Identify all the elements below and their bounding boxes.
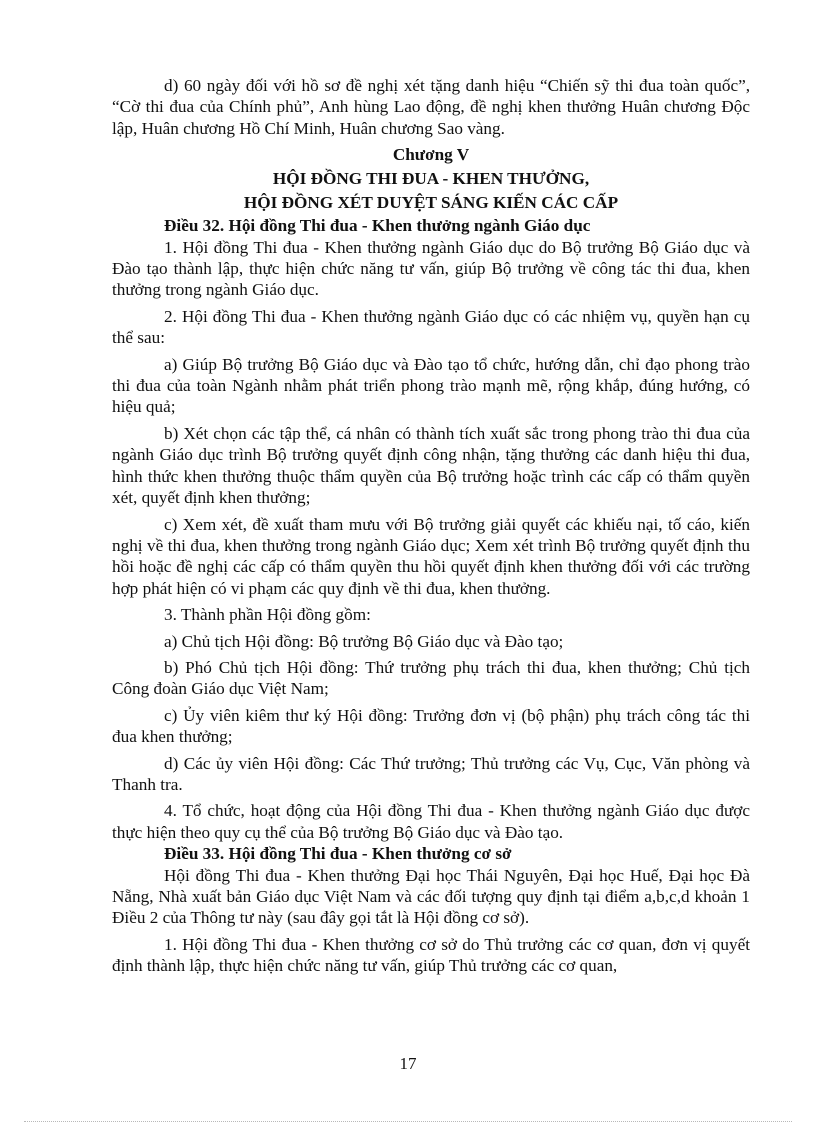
article-32-clause-3a: a) Chủ tịch Hội đồng: Bộ trưởng Bộ Giáo dục và Đào tạo; bbox=[164, 631, 564, 651]
article-33-preamble: Hội đồng Thi đua - Khen thưởng Đại học Thái Nguyên, Đại học Huế, Đại học Đà Nẵng, Nhà xuất bản Giáo dục Việt Nam và các đối tượng quy định tại điểm a,b,c,d khoản 1 Điều 2 của Thông tư này (sau đây gọi tắt là Hội đồng cơ sở). bbox=[112, 865, 750, 928]
article-32-clause-3c: c) Ủy viên kiêm thư ký Hội đồng: Trưởng đơn vị (bộ phận) phụ trách công tác thi đua khen thưởng; bbox=[112, 705, 750, 747]
article-32-heading: Điều 32. Hội đồng Thi đua - Khen thưởng ngành Giáo dục bbox=[164, 216, 591, 236]
article-32-clause-4: 4. Tổ chức, hoạt động của Hội đồng Thi đua - Khen thưởng ngành Giáo dục được thực hiện theo quy cụ thể của Bộ trưởng Bộ Giáo dục và Đào tạo. bbox=[112, 801, 750, 842]
page-number: 17 bbox=[399, 1054, 417, 1073]
article-32-clause-2a: a) Giúp Bộ trưởng Bộ Giáo dục và Đào tạo tổ chức, hướng dẫn, chỉ đạo phong trào thi đua của toàn Ngành nhằm phát triển phong trào mạnh mẽ, rộng khắp, đúng hướng, có hiệu quả; bbox=[112, 354, 750, 417]
intro-paragraph: d) 60 ngày đối với hồ sơ đề nghị xét tặng danh hiệu “Chiến sỹ thi đua toàn quốc”, “Cờ thi đua của Chính phủ”, Anh hùng Lao động, đề nghị khen thưởng Huân chương Độc lập, Huân chương Hồ Chí Minh, Huân chương Sao vàng. bbox=[112, 76, 750, 138]
chapter-number: Chương V bbox=[392, 145, 470, 165]
page-bottom-divider bbox=[24, 1121, 792, 1122]
article-32-clause-3b: b) Phó Chủ tịch Hội đồng: Thứ trưởng phụ trách thi đua, khen thưởng; Chủ tịch Công đoàn Giáo dục Việt Nam; bbox=[112, 657, 750, 699]
article-32-clause-3d: d) Các ủy viên Hội đồng: Các Thứ trưởng; Thủ trưởng các Vụ, Cục, Văn phòng và Thanh tra. bbox=[112, 753, 750, 794]
chapter-title-line-2: HỘI ĐỒNG XÉT DUYỆT SÁNG KIẾN CÁC CẤP bbox=[243, 193, 619, 213]
chapter-title-line-1: HỘI ĐỒNG THI ĐUA - KHEN THƯỞNG, bbox=[272, 169, 590, 189]
article-33-heading: Điều 33. Hội đồng Thi đua - Khen thưởng cơ sở bbox=[164, 844, 512, 864]
article-32-clause-3: 3. Thành phần Hội đồng gồm: bbox=[164, 605, 371, 625]
article-32-clause-2c: c) Xem xét, đề xuất tham mưu với Bộ trưởng giải quyết các khiếu nại, tố cáo, kiến nghị về thi đua, khen thưởng trong ngành Giáo dục; Xem xét trình Bộ trưởng quyết định thu hồi hoặc đề nghị các cấp có thẩm quyền thu hồi quyết định khen thưởng đối với các trường hợp phát hiện có vi phạm các quy định về thi đua, khen thưởng. bbox=[112, 514, 750, 598]
article-32-clause-1: 1. Hội đồng Thi đua - Khen thưởng ngành Giáo dục do Bộ trưởng Bộ Giáo dục và Đào tạo thành lập, thực hiện chức năng tư vấn, giúp Bộ trưởng về công tác thi đua, khen thưởng trong ngành Giáo dục. bbox=[112, 237, 750, 300]
article-33-clause-1: 1. Hội đồng Thi đua - Khen thưởng cơ sở do Thủ trưởng các cơ quan, đơn vị quyết định thành lập, thực hiện chức năng tư vấn, giúp Thủ trưởng các cơ quan, bbox=[112, 934, 750, 976]
article-32-clause-2: 2. Hội đồng Thi đua - Khen thưởng ngành Giáo dục có các nhiệm vụ, quyền hạn cụ thể sau: bbox=[112, 306, 750, 348]
article-32-clause-2b: b) Xét chọn các tập thể, cá nhân có thành tích xuất sắc trong phong trào thi đua của ngành Giáo dục trình Bộ trưởng quyết định công nhận, tặng thưởng các danh hiệu thi đua, hình thức khen thưởng thuộc thẩm quyền của Bộ trưởng hoặc trình các cấp có thẩm quyền xét, quyết định khen thưởng; bbox=[112, 423, 750, 508]
page-content bbox=[112, 75, 750, 977]
